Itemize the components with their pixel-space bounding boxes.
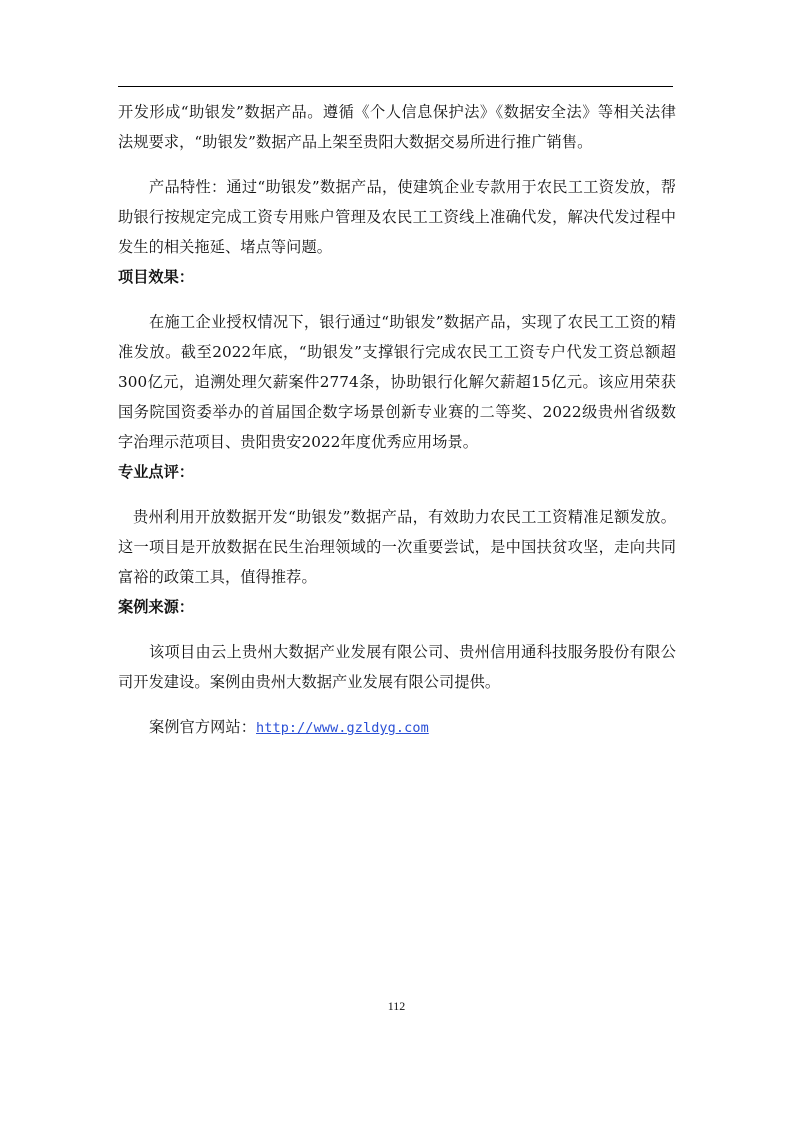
paragraph-intro-continued: 开发形成“助银发”数据产品。遵循《个人信息保护法》《数据安全法》等相关法律法规要求，“助银发”数据产品上架至贵阳大数据交易所进行推广销售。 <box>118 103 676 151</box>
heading-project-effect: 项目效果： <box>118 268 194 286</box>
website-line <box>118 712 676 743</box>
paragraph-case-source: 该项目由云上贵州大数据产业发展有限公司、贵州信用通科技服务股份有限公司开发建设。案例由贵州大数据产业发展有限公司提供。 <box>118 643 676 691</box>
paragraph-project-effect: 在施工企业授权情况下，银行通过“助银发”数据产品，实现了农民工工资的精准发放。截至2022年底，“助银发”支撑银行完成农民工工资专户代发工资总额超300亿元，追溯处理欠薪案件2774条，协助银行化解欠薪超15亿元。该应用荣获国务院国资委举办的首届国企数字场景创新专业赛的二等奖、2022级贵州省级数字治理示范项目、贵阳贵安2022年度优秀应用场景。 <box>118 313 676 451</box>
heading-professional-review: 专业点评： <box>118 463 194 481</box>
paragraph-professional-review: 贵州利用开放数据开发“助银发”数据产品，有效助力农民工工资精准足额发放。这一项目是开放数据在民生治理领域的一次重要尝试，是中国扶贫攻坚，走向共同富裕的政策工具，值得推荐。 <box>118 508 676 586</box>
page-number: 112 <box>387 999 406 1013</box>
page-content <box>118 97 676 743</box>
website-link[interactable]: http://www.gzldyg.com <box>256 720 429 736</box>
website-label: 案例官方网站： <box>149 718 257 736</box>
paragraph-product-features: 产品特性：通过“助银发”数据产品，使建筑企业专款用于农民工工资发放，帮助银行按规定完成工资专用账户管理及农民工工资线上准确代发，解决代发过程中发生的相关拖延、堵点等问题。 <box>118 178 676 256</box>
heading-case-source: 案例来源： <box>118 598 194 616</box>
header-rule <box>118 86 673 87</box>
